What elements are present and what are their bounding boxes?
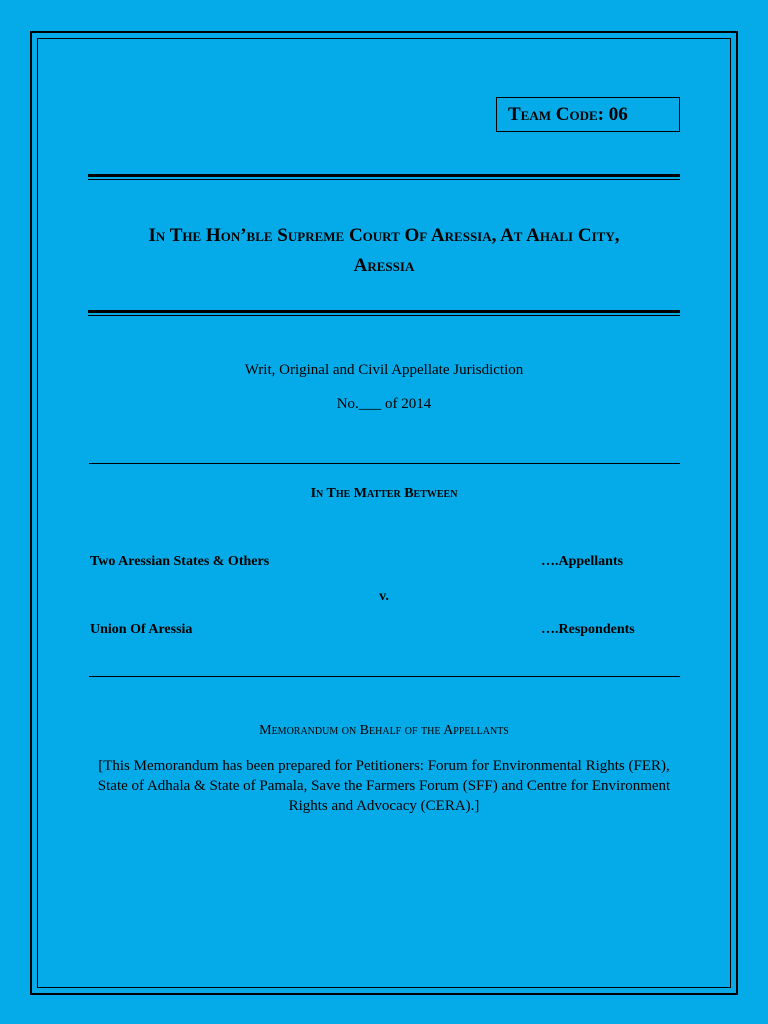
respondent-name: Union Of Aressia	[90, 622, 193, 637]
appellant-name: Two Aressian States & Others	[90, 554, 270, 569]
top-double-rule	[88, 174, 680, 180]
appellant-role: ….Appellants	[541, 554, 624, 569]
matter-heading: In The Matter Between	[310, 486, 458, 501]
versus-label: v.	[379, 589, 389, 604]
bottom-double-rule	[88, 310, 680, 316]
divider-rule-upper	[89, 463, 680, 464]
court-title	[88, 221, 680, 281]
case-number: No.___ of 2014	[336, 396, 432, 412]
court-title-line-2: Aressia	[353, 255, 415, 276]
respondent-role: ….Respondents	[541, 622, 635, 637]
memorandum-note: [This Memorandum has been prepared for Petitioners: Forum for Environmental Rights (FER), State of Adhala & State of Pamala, Save the Farmers Forum (SFF) and Centre for Environment Rights and Advocacy (CERA).]	[97, 758, 671, 814]
jurisdiction-text: Writ, Original and Civil Appellate Jurisdiction	[244, 362, 524, 378]
court-title-line-1: In The Hon’ble Supreme Court Of Aressia, At Ahali City,	[148, 225, 620, 246]
team-code-box: Team Code: 06	[496, 97, 680, 132]
divider-rule-lower	[89, 676, 680, 677]
memorandum-title: Memorandum on Behalf of the Appellants	[259, 723, 509, 738]
cover-inner-border	[37, 38, 731, 988]
